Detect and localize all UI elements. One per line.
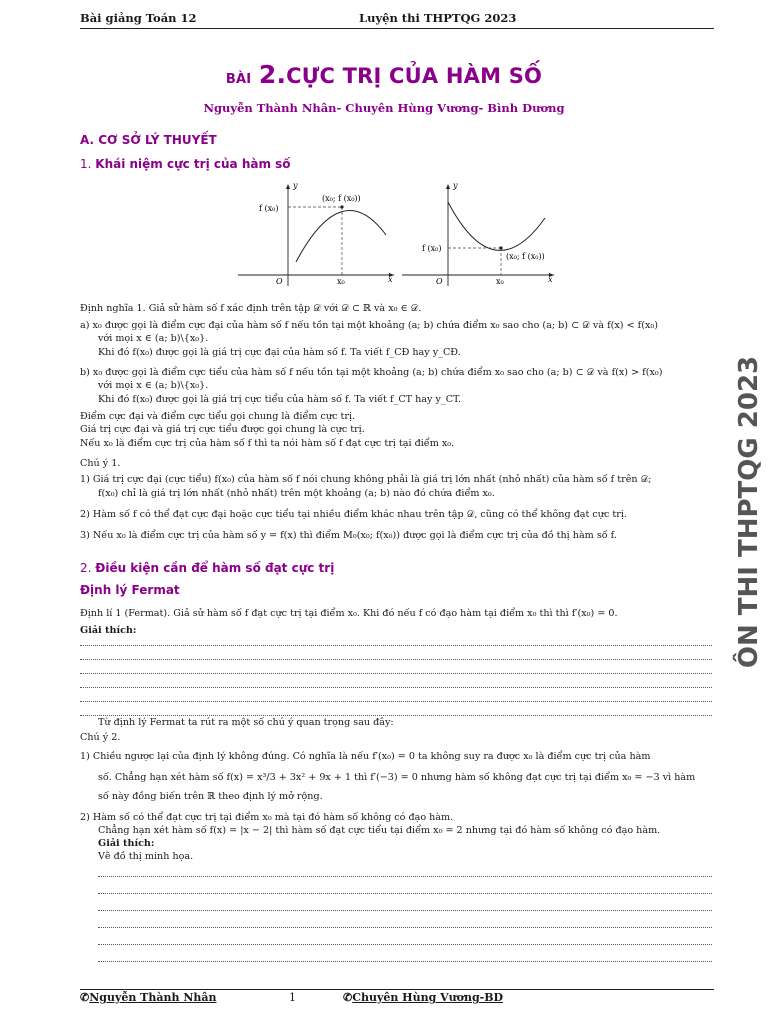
note-1-item2: 2) Hàm số f có thể đạt cực đại hoặc cực tiểu tại nhiều điểm khác nhau trên tập 𝒟, cũng có thể không đạt cực trị. bbox=[80, 509, 627, 520]
note-2-item2-line1: 2) Hàm số có thể đạt cực trị tại điểm x₀ mà tại đó hàm số không có đạo hàm. bbox=[80, 812, 454, 823]
answer-line[interactable] bbox=[98, 893, 712, 894]
definition-1-b-line1: b) x₀ được gọi là điểm cực tiểu của hàm số f nếu tồn tại một khoảng (a; b) chứa điểm x₀ sao cho (a; b) ⊂ 𝒟 và f(x) > f(x₀) bbox=[80, 367, 663, 378]
sub2-label: Điều kiện cần để hàm số đạt cực trị bbox=[95, 561, 335, 575]
answer-line[interactable] bbox=[98, 961, 712, 962]
label-point: (x₀; f (x₀)) bbox=[506, 252, 545, 261]
definition-1-a-line1: a) x₀ được gọi là điểm cực đại của hàm số f nếu tồn tại một khoảng (a; b) chứa điểm x₀ sao cho (a; b) ⊂ 𝒟 và f(x) < f(x₀) bbox=[80, 320, 658, 331]
sub1-number: 1. bbox=[80, 157, 92, 171]
header-left: Bài giảng Toán 12 bbox=[80, 11, 197, 25]
footer-right-text: Chuyên Hùng Vương-BD bbox=[352, 991, 504, 1004]
answer-line[interactable] bbox=[80, 687, 712, 688]
definition-1-b-line2: với mọi x ∈ (a; b)\{x₀}. bbox=[98, 380, 209, 391]
label-fx0: f (x₀) bbox=[422, 244, 442, 253]
definition-1-c-line1: Điểm cực đại và điểm cực tiểu gọi chung là điểm cực trị. bbox=[80, 411, 356, 422]
phone-icon: ✆ bbox=[343, 991, 353, 1004]
footer-left-text: Nguyễn Thành Nhân bbox=[89, 991, 217, 1004]
phone-icon: ✆ bbox=[80, 991, 90, 1004]
note-2-explain-label: Giải thích: bbox=[98, 838, 155, 849]
graph-maximum bbox=[236, 180, 396, 288]
curve bbox=[448, 202, 545, 250]
note-2-item1-line1: 1) Chiều ngược lại của định lý không đúng. Có nghĩa là nếu f′(x₀) = 0 ta không suy ra được x₀ là điểm cực trị của hàm bbox=[80, 751, 651, 762]
explain-label: Giải thích: bbox=[80, 625, 137, 636]
fermat-theorem: Định lí 1 (Fermat). Giả sử hàm số f đạt cực trị tại điểm x₀. Khi đó nếu f có đạo hàm tại điểm x₀ thì thì f′(x₀) = 0. bbox=[80, 608, 618, 619]
fermat-heading: Định lý Fermat bbox=[80, 583, 180, 597]
note-2-draw-instruction: Vẽ đồ thị minh họa. bbox=[98, 851, 194, 862]
sub1-label: Khái niệm cực trị của hàm số bbox=[95, 157, 291, 171]
footer-right bbox=[343, 991, 503, 1004]
label-origin: O bbox=[436, 277, 443, 286]
title-text: CỰC TRỊ CỦA HÀM SỐ bbox=[286, 64, 543, 88]
label-y: y bbox=[293, 181, 298, 190]
subsection-1-heading bbox=[80, 157, 291, 171]
note-2-item2-line2: Chẳng hạn xét hàm số f(x) = |x − 2| thì hàm số đạt cực tiểu tại điểm x₀ = 2 nhưng tại đó hàm số không có đạo hàm. bbox=[98, 825, 661, 836]
label-origin: O bbox=[276, 277, 283, 286]
note-1-item1-line2: f(x₀) chỉ là giá trị lớn nhất (nhỏ nhất) trên một khoảng (a; b) nào đó chứa điểm x₀. bbox=[98, 488, 495, 499]
label-y: y bbox=[453, 181, 458, 190]
sub2-number: 2. bbox=[80, 561, 92, 575]
y-axis-arrow bbox=[286, 184, 290, 189]
graph-minimum bbox=[400, 180, 558, 288]
extreme-point bbox=[340, 205, 343, 208]
footer-rule bbox=[80, 989, 714, 990]
note-1-title: Chú ý 1. bbox=[80, 458, 121, 469]
answer-line[interactable] bbox=[80, 673, 712, 674]
page-number: 1 bbox=[289, 991, 296, 1004]
answer-line[interactable] bbox=[98, 910, 712, 911]
definition-1-c-line2: Giá trị cực đại và giá trị cực tiểu được gọi chung là cực trị. bbox=[80, 424, 365, 435]
note-1-item3: 3) Nếu x₀ là điểm cực trị của hàm số y = f(x) thì điểm M₀(x₀; f(x₀)) được gọi là điểm cực trị của đồ thị hàm số f. bbox=[80, 530, 617, 541]
label-x: x bbox=[548, 275, 553, 284]
fermat-consequence: Từ định lý Fermat ta rút ra một số chú ý quan trọng sau đây: bbox=[98, 717, 394, 728]
answer-line[interactable] bbox=[80, 701, 712, 702]
definition-1-a-line3: Khi đó f(x₀) được gọi là giá trị cực đại của hàm số f. Ta viết f_CĐ hay y_CĐ. bbox=[98, 347, 461, 358]
header-right: Luyện thi THPTQG 2023 bbox=[359, 11, 517, 25]
label-x: x bbox=[388, 275, 393, 284]
author-line: Nguyễn Thành Nhân- Chuyên Hùng Vương- Bình Dương bbox=[203, 101, 565, 115]
curve bbox=[296, 211, 386, 262]
answer-line[interactable] bbox=[98, 927, 712, 928]
label-fx0: f (x₀) bbox=[259, 204, 279, 213]
answer-line[interactable] bbox=[80, 715, 712, 716]
definition-1-c-line3: Nếu x₀ là điểm cực trị của hàm số f thì ta nói hàm số f đạt cực trị tại điểm x₀. bbox=[80, 438, 455, 449]
title-number: 2. bbox=[258, 60, 287, 89]
subsection-2-heading bbox=[80, 561, 334, 575]
note-1-item1-line1: 1) Giá trị cực đại (cực tiểu) f(x₀) của hàm số f nói chung không phải là giá trị lớn nhất (nhỏ nhất) của hàm số f trên 𝒟; bbox=[80, 474, 652, 485]
note-2-item1-line3: số này đồng biến trên ℝ theo định lý mở rộng. bbox=[98, 791, 323, 802]
label-x0: x₀ bbox=[337, 277, 345, 286]
section-a-heading: A. CƠ SỞ LÝ THUYẾT bbox=[80, 133, 217, 147]
header-rule bbox=[80, 28, 714, 29]
lesson-title bbox=[0, 60, 768, 89]
definition-1-a-line2: với mọi x ∈ (a; b)\{x₀}. bbox=[98, 333, 209, 344]
definition-1-b-line3: Khi đó f(x₀) được gọi là giá trị cực tiểu của hàm số f. Ta viết f_CT hay y_CT. bbox=[98, 394, 462, 405]
note-2-title: Chú ý 2. bbox=[80, 732, 121, 743]
title-prefix: BÀI bbox=[225, 72, 252, 87]
answer-line[interactable] bbox=[80, 645, 712, 646]
footer-left bbox=[80, 991, 217, 1004]
side-banner: ÔN THI THPTQG 2023 bbox=[734, 355, 764, 669]
answer-line[interactable] bbox=[80, 659, 712, 660]
y-axis-arrow bbox=[446, 184, 450, 189]
label-x0: x₀ bbox=[496, 277, 504, 286]
answer-line[interactable] bbox=[98, 876, 712, 877]
definition-1-intro: Định nghĩa 1. Giả sử hàm số f xác định trên tập 𝒟 với 𝒟 ⊂ ℝ và x₀ ∈ 𝒟. bbox=[80, 303, 422, 314]
answer-line[interactable] bbox=[98, 944, 712, 945]
extreme-point bbox=[499, 246, 502, 249]
label-point: (x₀; f (x₀)) bbox=[322, 194, 361, 203]
note-2-item1-line2: số. Chẳng hạn xét hàm số f(x) = x³/3 + 3x² + 9x + 1 thì f′(−3) = 0 nhưng hàm số không đạt cực trị tại điểm x₀ = −3 vì hàm bbox=[98, 772, 696, 783]
